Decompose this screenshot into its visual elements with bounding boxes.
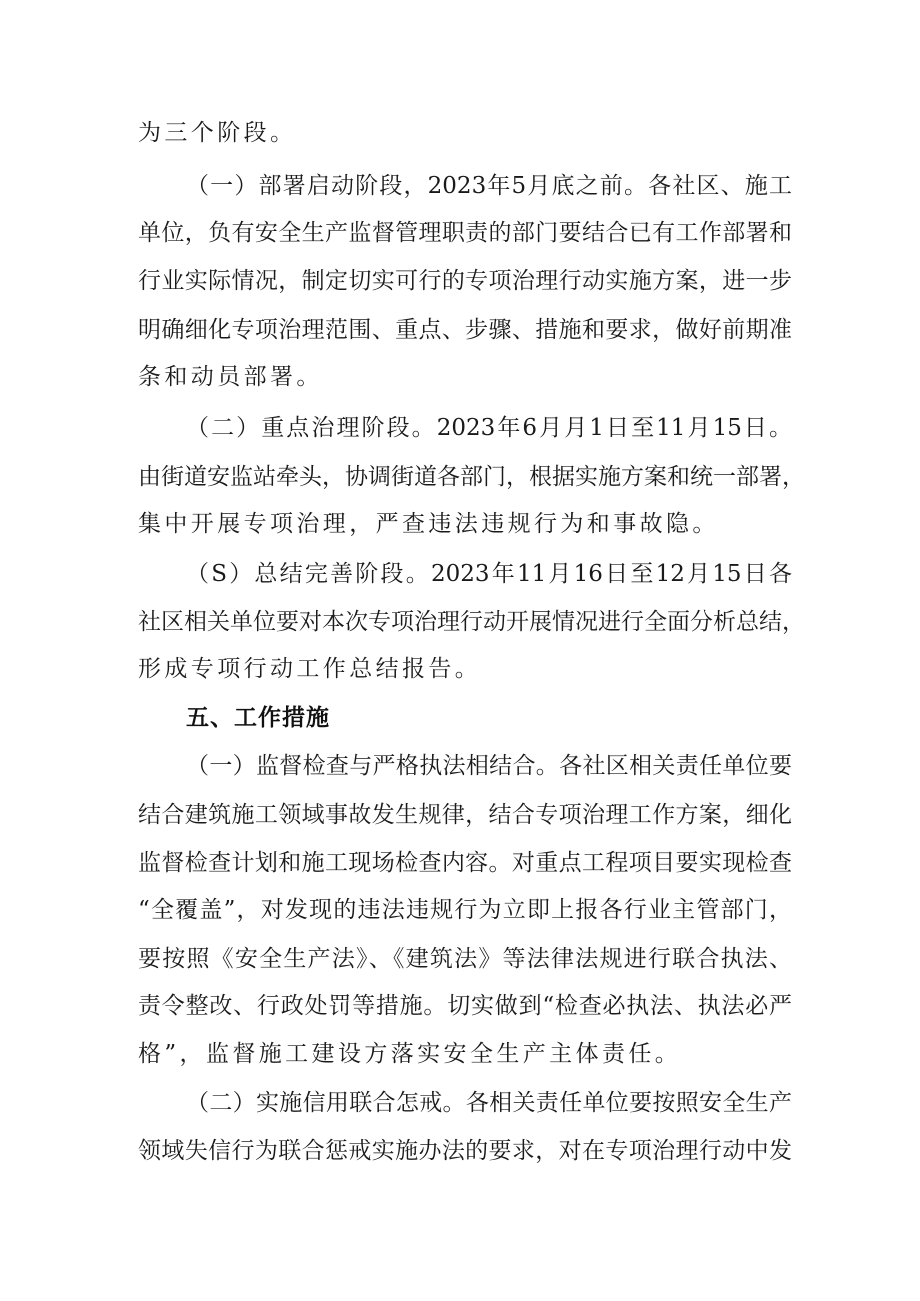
paragraph-line: 结合建筑施工领域事故发生规律，结合专项治理工作方案，细化 (138, 802, 792, 828)
paragraph-line: 社区相关单位要对本次专项治理行动开展情况进行全面分析总结， (138, 609, 805, 635)
paragraph-line: 集中开展专项治理，严查违法违规行为和事故隐。 (138, 511, 719, 537)
paragraph-line: 行业实际情况，制定切实可行的专项治理行动实施方案，进一步 (138, 268, 792, 294)
paragraph-line: （S）总结完善阶段。2023年11月16日至12月15日各 (186, 561, 792, 587)
section-heading: 五、工作措施 (186, 705, 330, 731)
paragraph-line: “全覆盖”，对发现的违法违规行为立即上报各行业主管部门， (138, 897, 792, 923)
paragraph-line: 条和动员部署。 (138, 364, 323, 390)
paragraph-line: 责令整改、行政处罚等措施。切实做到“检查必执法、执法必严 (138, 993, 792, 1019)
paragraph-line: （一）监督检查与严格执法相结合。各社区相关责任单位要 (186, 753, 792, 779)
paragraph-line: 格”，监督施工建设方落实安全生产主体责任。 (138, 1041, 682, 1067)
paragraph-line: 单位，负有安全生产监督管理职责的部门要结合已有工作部署和 (138, 220, 792, 246)
paragraph-line: 为三个阶段。 (138, 120, 297, 146)
paragraph-line: 明确细化专项治理范围、重点、步骤、措施和要求，做好前期准 (138, 317, 792, 343)
paragraph-line: 监督检查计划和施工现场检查内容。对重点工程项目要实现检查 (138, 850, 792, 876)
paragraph-line: （二）实施信用联合怎戒。各相关责任单位要按照安全生产 (186, 1090, 792, 1116)
paragraph-line: （二）重点治理阶段。2023年6月月1日至11月15日。 (186, 415, 792, 441)
paragraph-line: 由街道安监站牵头，协调街道各部门，根据实施方案和统一部署， (138, 464, 805, 490)
paragraph-line: 领域失信行为联合惩戒实施办法的要求，对在专项治理行动中发 (138, 1138, 792, 1164)
paragraph-line: 形成专项行动工作总结报告。 (138, 656, 482, 682)
paragraph-line: （一）部署启动阶段，2023年5月底之前。各社区、施工 (186, 173, 792, 199)
paragraph-line: 要按照《安全生产法》、《建筑法》等法律法规进行联合执法、 (138, 946, 792, 972)
